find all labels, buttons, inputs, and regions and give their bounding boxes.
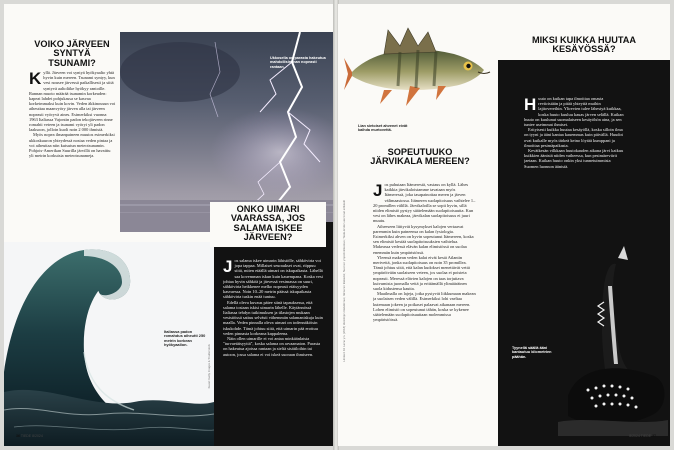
perch-fish-graphic — [344, 24, 494, 112]
loon-paragraph-2: Erityisesti kuikka huutaa kesäyöllä, koska silloin ilma on tyyni ja ääni kantaa kauemmas kuin päivällä. Huudot ovat kuikalle myös tärkeä keino löytää kumppani ja ilmoittaa pesimäpaikasta. — [524, 127, 623, 148]
lightning-paragraph-3: Näin ollen uimarille ei voi antaa minkäänlaista "turvaetäisyyttä", koska salama on arvaamaton. Parasta on hakeutua ajoissa rantaan ja sieltä sisätiloihin tai autoon, jossa salama ei voi iskeä suoraan ihmiseen. — [223, 336, 321, 357]
sea-fish-dropcap: J — [373, 182, 383, 200]
lightning-caption: Ukkosella on parasta hakeutua mahdollisimman nopeasti rantaan. — [270, 56, 326, 69]
loon-dropcap: H — [524, 96, 537, 114]
fish-caption: Lian sietoiset ahvenet eivät kaihda murtovettä. — [358, 124, 408, 133]
loon-caption: Tyynellä säällä ääni kantautuu kilometrien päähän. — [512, 346, 552, 359]
right-magazine-name: 8/2024 TIEDE — [629, 434, 652, 438]
sea-fish-paragraph-3: Yleensä makean veden kalat eivät kestä Atlantin merivettä, jonka suolapitoisuus on noin 35 promillea. Tämä johtuu siitä, että kalan kudokset menettävät vettä ympäröivään suolaiseen veteen, jos suolaa ei poisteta nopeasti. Meressä elävien kalojen on taas torjuttava kuivumista juomalla vettä ja erittämällä ylimääräinen suola kidustensa kautta. — [373, 254, 470, 292]
loon-bird-graphic — [558, 246, 668, 436]
right-page — [338, 4, 670, 446]
sea-fish-body — [373, 182, 476, 434]
tsunami-dropcap: K — [29, 70, 42, 88]
left-page-number: 36 — [16, 434, 20, 438]
photo-credit: Kuvat: Getty Images & Shutterstock — [207, 344, 211, 389]
loon-body — [524, 96, 624, 236]
wave-caption: Italiassa padon romahdus aiheutti 250 metrin korkean hyökyaallon. — [164, 329, 206, 348]
tsunami-title: VOIKO JÄRVEEN SYNTYÄ TSUNAMI? — [34, 39, 110, 68]
right-page-number: 37 — [652, 434, 656, 438]
left-page — [4, 4, 334, 446]
loon-paragraph-3: Kevätkesän vilkkaan huutokauden aikana järvi kaikuu kuikkien äänistä niiden vaiheessa, kun pesimäreviirit jaetaan. Kuikan huuto onkin yksi tunnetuimmista Suomen luonnon äänistä. — [524, 148, 624, 169]
left-magazine-name: TIEDE 8/2024 — [20, 434, 43, 438]
sea-fish-paragraph-2: Aiheeseen liittyvät kysymykset kalojen vertaavat paremmin kuin paineensa on kalan fysiologia. Esimerkiksi ahven on hyvin sopeutunut Itämereen, koska sen elimistö kestää suolapitoisuuksien vaihtelua. Makeassa vedessä elävän kalan elimistössä on suolaa enemmän kuin ympäristössä. — [373, 223, 474, 255]
wave-photo — [4, 242, 214, 446]
tsunami-paragraph-1: yllä. Järveen voi syntyä hyökyaalto yhtä hyvin kuin mereen. Tsunami syntyy, kun vesi nousee järvessä paikallisesti ja siitä syntyvä aaltoliike hyökyy rantoille. Rannan muoto määrää tsunamin korkeuden: kapeat lahdet pohjukassa se kasvaa korkeimmaksi kuin kovin. Veden äkkinousun voi aiheuttaa maanvyöry järven alla tai järveen nopeasti vyöryvä aines. Esimerkiksi vuonna 1963 Italiassa Vajontin padon tekojärveen rinne romahti veteen ja tsunami vyöryi yli padon laaksoon, jolloin kuoli noin 2 000 ihmistä. — [29, 70, 116, 133]
left-folio — [16, 434, 43, 438]
lightning-dropcap: J — [223, 258, 233, 276]
lightning-paragraph-2: Edellä oleva kuvaus pätee siinä tapauksessa, että salama tosiaan iskisi uimarin lähelle. Käytännössä Italiassa tehdyn tutkimuksen ja tilastojen mukaan vesistöissä sattuu selvästi vähemmän salamaniskuja kuin maalla. Veden pinnalla oleva uimari on todennäköisin iskukohde. Tämä johtuu siitä, että uimarin pää erottuu veden pinnasta korkeana kappaleena. — [223, 299, 323, 336]
tsunami-body — [29, 70, 116, 176]
loon-title: MIKSI KUIKKA HUUTAA KESÄYÖSSÄ? — [498, 32, 670, 60]
lightning-body — [223, 258, 325, 444]
sea-fish-paragraph-4: Maailmalla on lajeja, jotka pystyvät liikkumaan makean ja suolaisen veden välillä. Esimerkiksi lohi vaeltaa kutemaan jokeen ja poikaset palaavat aikanaan mereen. Lohen elimistö on sopeutunut tähän, koska se kykenee säätelemään suolapitoisuuttaan molemmissa ympäristöissä. — [373, 291, 476, 323]
tsunami-paragraph-2: Myös nopea ilmanpaineen muutos esimerkiksi ukkoskuuron yhteydessä nostaa veden pintaa ja voi aiheuttaa niin kutsutun meteotsunamin. Pohjois-Amerikan Suurilla järvillä on havaittu yli metrin korkuisia meteotsunameja. — [29, 132, 115, 159]
sources-credit: Lähteet: Ari Laine ym. (2018) Vesistöjen tilatutkimus; Itämeren tilatiedot; Suomen ympäristökeskus; Tiede-lehden aiemmat artikkelit — [342, 200, 346, 362]
lightning-paragraph-1: os salama iskee uimarin lähistölle, sähkövirta voi jopa tappaa. Millaiset seuraukset ovat, riippuu siitä, miten etäällä uimari on iskupaikasta. Lähellä saa kovemman iskun kuin kauempana. Koska vesi johtaa hyvin sähköä ja järvessä vesimassa on suuri, sähkövirta heikkenee melko nopeasti etäisyyden kasvaessa. Noin 10–20 metrin päässä iskupaikasta sähkövirta tuskin enää tuntuu. — [223, 258, 323, 300]
loon-panel — [498, 32, 670, 446]
sea-fish-paragraph-1: os puhutaan Itämerestä, vastaus on kyllä. Lähes kaikkia järvikaloistamme tavataan myös Itämeressä, joka tasapainottaa meren ja järven välimaastossa. Itämeren suolapitoisuus vaihtelee 1–20 promillen välillä. Järvikaloilla se sopii hyvin, sillä niiden elimistö pystyy säätelemään suolapitoisuutta. Kun vesi on lähes makeaa, järvikalan suolapitoisuus ei juuri muutu. — [373, 182, 476, 224]
loon-paragraph-1: uuto on kuikan tapa ilmoittaa omasta reviiristään ja pitää yhteyttä muihin lajitovereihin. Ylirevien tulee lähestyä kuikkaa, koska huuto kuuluu kauas järven selällä. Kuikan huuto on kuulunut suomalaiseen kesäyöhön aina, ja sen tuntee useimmat ihmiset. — [524, 96, 624, 128]
lightning-title: ONKO UIMARI VAARASSA, JOS SALAMA ISKEE JÄRVEEN? — [210, 202, 326, 247]
sea-fish-title: SOPEUTUUKO JÄRVIKALA MEREEN? — [370, 147, 470, 167]
lightning-panel — [214, 204, 334, 446]
right-folio — [629, 434, 656, 438]
